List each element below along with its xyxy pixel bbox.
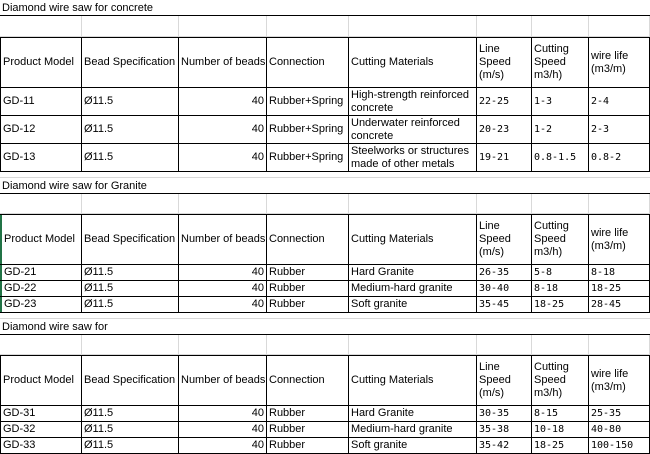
table-row	[0, 116, 650, 144]
model-cell[interactable]: GD-31	[0, 406, 82, 421]
grid-cell[interactable]	[532, 16, 589, 36]
bead-spec-cell[interactable]: Ø11.5	[82, 406, 179, 421]
column-header[interactable]: Bead Specification	[82, 215, 179, 264]
line-speed-cell[interactable]: 35-38	[477, 422, 532, 437]
cutting-speed-cell[interactable]: 18-25	[532, 438, 589, 453]
grid-cell[interactable]	[477, 335, 532, 354]
connection-cell[interactable]: Rubber	[267, 438, 349, 453]
grid-cell[interactable]	[532, 194, 589, 213]
cutting-speed-cell[interactable]: 8-15	[532, 406, 589, 421]
section-title: Diamond wire saw for concrete	[2, 1, 154, 14]
model-cell[interactable]: GD-23	[0, 297, 82, 312]
materials-cell[interactable]: Medium-hard granite	[349, 422, 477, 437]
connection-cell[interactable]: Rubber+Spring	[267, 144, 349, 171]
connection-cell[interactable]: Rubber	[267, 422, 349, 437]
table-row	[0, 88, 650, 116]
connection-cell[interactable]: Rubber+Spring	[267, 116, 349, 143]
grid-cell[interactable]	[477, 194, 532, 213]
grid-cell[interactable]	[477, 16, 532, 36]
column-header[interactable]: Cutting Speed m3/h)	[532, 215, 589, 264]
bead-count-cell[interactable]: 40	[179, 422, 267, 437]
connection-cell[interactable]: Rubber	[267, 406, 349, 421]
column-header[interactable]: Cutting Materials	[349, 38, 477, 87]
wire-life-cell[interactable]: 40-80	[589, 422, 650, 437]
column-header[interactable]: Number of beads	[179, 356, 267, 405]
materials-cell[interactable]: Hard Granite	[349, 265, 477, 280]
bead-count-cell[interactable]: 40	[179, 438, 267, 453]
grid-cell[interactable]	[267, 194, 349, 213]
wire-life-cell[interactable]: 18-25	[589, 281, 650, 296]
bead-spec-cell[interactable]: Ø11.5	[82, 265, 179, 280]
grid-cell[interactable]	[267, 16, 349, 36]
bead-count-cell[interactable]: 40	[179, 88, 267, 115]
column-header[interactable]: Cutting Materials	[349, 356, 477, 405]
bead-count-cell[interactable]: 40	[179, 406, 267, 421]
column-header[interactable]: Product Model	[0, 215, 82, 264]
model-cell[interactable]: GD-22	[0, 281, 82, 296]
cutting-speed-cell[interactable]: 1-2	[532, 116, 589, 143]
bead-count-cell[interactable]: 40	[179, 297, 267, 312]
table-row	[0, 297, 650, 313]
column-header[interactable]: Cutting Speed m3/h)	[532, 38, 589, 87]
bead-count-cell[interactable]: 40	[179, 265, 267, 280]
grid-cell[interactable]	[349, 16, 477, 36]
line-speed-cell[interactable]: 30-40	[477, 281, 532, 296]
column-header[interactable]: Number of beads	[179, 38, 267, 87]
materials-cell[interactable]: Underwater reinforced concrete	[349, 116, 477, 143]
grid-cell[interactable]	[589, 194, 650, 213]
grid-cell[interactable]	[179, 194, 267, 213]
wire-life-cell[interactable]: 2-4	[589, 88, 650, 115]
cutting-speed-cell[interactable]: 1-3	[532, 88, 589, 115]
wire-life-cell[interactable]: 25-35	[589, 406, 650, 421]
connection-cell[interactable]: Rubber+Spring	[267, 88, 349, 115]
grid-cell[interactable]	[589, 335, 650, 354]
section-title-row	[0, 319, 650, 335]
grid-cell[interactable]	[0, 16, 82, 36]
model-cell[interactable]: GD-21	[0, 265, 82, 280]
column-header[interactable]: Bead Specification	[82, 38, 179, 87]
bead-count-cell[interactable]: 40	[179, 144, 267, 171]
table-row	[0, 281, 650, 297]
section-title: Diamond wire saw for	[2, 320, 108, 333]
bead-spec-cell[interactable]: Ø11.5	[82, 144, 179, 171]
column-header[interactable]: Line Speed (m/s)	[477, 38, 532, 87]
line-speed-cell[interactable]: 26-35	[477, 265, 532, 280]
materials-cell[interactable]: Steelworks or structures made of other metals	[349, 144, 477, 171]
materials-cell[interactable]: Hard Granite	[349, 406, 477, 421]
column-header[interactable]: Product Model	[0, 356, 82, 405]
model-cell[interactable]: GD-33	[0, 438, 82, 453]
connection-cell[interactable]: Rubber	[267, 297, 349, 312]
line-speed-cell[interactable]: 35-42	[477, 438, 532, 453]
column-header[interactable]: Line Speed (m/s)	[477, 215, 532, 264]
bead-spec-cell[interactable]: Ø11.5	[82, 88, 179, 115]
grid-cell[interactable]	[532, 335, 589, 354]
grid-cell[interactable]	[267, 335, 349, 354]
grid-cell[interactable]	[179, 335, 267, 354]
grid-cell[interactable]	[82, 194, 179, 213]
blank-row	[0, 335, 650, 355]
table-row	[0, 406, 650, 422]
materials-cell[interactable]: High-strength reinforced concrete	[349, 88, 477, 115]
table-row	[0, 265, 650, 281]
grid-cell[interactable]	[82, 335, 179, 354]
materials-cell[interactable]: Soft granite	[349, 297, 477, 312]
model-cell[interactable]: GD-11	[0, 88, 82, 115]
connection-cell[interactable]: Rubber	[267, 281, 349, 296]
section-title-row	[0, 0, 650, 16]
header-row	[0, 214, 650, 265]
column-header[interactable]: Number of beads	[179, 215, 267, 264]
bead-spec-cell[interactable]: Ø11.5	[82, 281, 179, 296]
cutting-speed-cell[interactable]: 10-18	[532, 422, 589, 437]
column-header[interactable]: Product Model	[0, 38, 82, 87]
line-speed-cell[interactable]: 22-25	[477, 88, 532, 115]
table-row	[0, 438, 650, 454]
bead-spec-cell[interactable]: Ø11.5	[82, 438, 179, 453]
grid-cell[interactable]	[349, 335, 477, 354]
column-header[interactable]: Connection	[267, 38, 349, 87]
blank-row	[0, 194, 650, 214]
wire-life-cell[interactable]: 100-150	[589, 438, 650, 453]
header-row	[0, 355, 650, 406]
column-header[interactable]: Cutting Speed m3/h)	[532, 356, 589, 405]
column-header[interactable]: wire life (m3/m)	[589, 215, 650, 264]
blank-row	[0, 16, 650, 37]
grid-cell[interactable]	[0, 194, 82, 213]
column-header[interactable]: Cutting Materials	[349, 215, 477, 264]
grid-cell[interactable]	[179, 16, 267, 36]
connection-cell[interactable]: Rubber	[267, 265, 349, 280]
cutting-speed-cell[interactable]: 18-25	[532, 297, 589, 312]
materials-cell[interactable]: Soft granite	[349, 438, 477, 453]
line-speed-cell[interactable]: 19-21	[477, 144, 532, 171]
bead-count-cell[interactable]: 40	[179, 116, 267, 143]
line-speed-cell[interactable]: 35-45	[477, 297, 532, 312]
grid-cell[interactable]	[0, 335, 82, 354]
column-header[interactable]: wire life (m3/m)	[589, 38, 650, 87]
line-speed-cell[interactable]: 30-35	[477, 406, 532, 421]
model-cell[interactable]: GD-12	[0, 116, 82, 143]
column-header[interactable]: Line Speed (m/s)	[477, 356, 532, 405]
column-header[interactable]: Bead Specification	[82, 356, 179, 405]
cutting-speed-cell[interactable]: 0.8-1.5	[532, 144, 589, 171]
grid-cell[interactable]	[589, 16, 650, 36]
grid-cell[interactable]	[349, 194, 477, 213]
grid-cell[interactable]	[82, 16, 179, 36]
section-title-row	[0, 178, 650, 194]
column-header[interactable]: wire life (m3/m)	[589, 356, 650, 405]
bead-spec-cell[interactable]: Ø11.5	[82, 297, 179, 312]
bead-spec-cell[interactable]: Ø11.5	[82, 422, 179, 437]
bead-spec-cell[interactable]: Ø11.5	[82, 116, 179, 143]
bead-count-cell[interactable]: 40	[179, 281, 267, 296]
column-header[interactable]: Connection	[267, 356, 349, 405]
section-title: Diamond wire saw for Granite	[2, 179, 147, 192]
wire-life-cell[interactable]: 0.8-2	[589, 144, 650, 171]
model-cell[interactable]: GD-32	[0, 422, 82, 437]
header-row	[0, 37, 650, 88]
wire-life-cell[interactable]: 2-3	[589, 116, 650, 143]
model-cell[interactable]: GD-13	[0, 144, 82, 171]
line-speed-cell[interactable]: 20-23	[477, 116, 532, 143]
column-header[interactable]: Connection	[267, 215, 349, 264]
cutting-speed-cell[interactable]: 5-8	[532, 265, 589, 280]
wire-life-cell[interactable]: 28-45	[589, 297, 650, 312]
wire-life-cell[interactable]: 8-18	[589, 265, 650, 280]
table-row	[0, 422, 650, 438]
materials-cell[interactable]: Medium-hard granite	[349, 281, 477, 296]
table-row	[0, 144, 650, 172]
cutting-speed-cell[interactable]: 8-18	[532, 281, 589, 296]
